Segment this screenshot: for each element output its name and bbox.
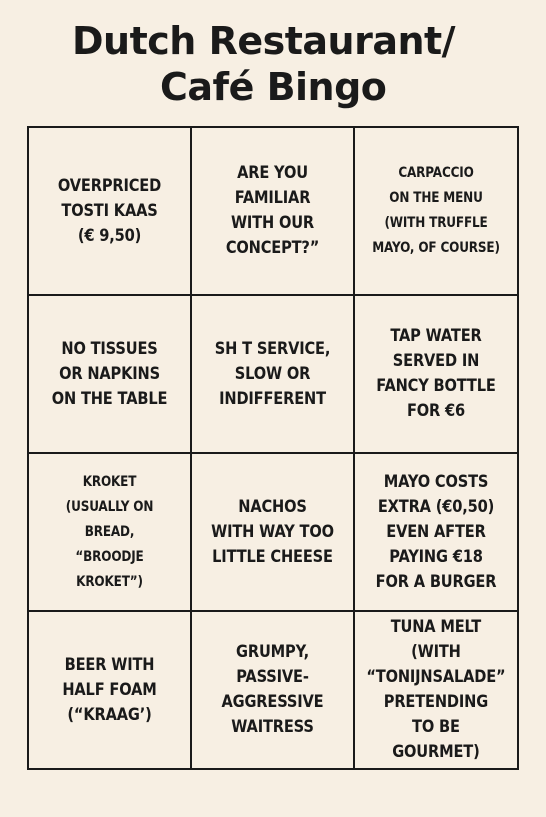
bingo-cell-text: KROKET (USUALLY ON BREAD, “BROODJE KROKET”) <box>65 473 154 590</box>
bingo-cell <box>355 454 517 612</box>
bingo-cell <box>192 454 355 612</box>
bingo-cell <box>29 296 192 454</box>
bingo-cell <box>29 128 192 296</box>
bingo-cell <box>192 612 355 768</box>
title-line-1: Dutch Restaurant/ <box>72 19 456 63</box>
bingo-cell-text: BEER WITH HALF FOAM (“KRAAG’) <box>62 654 157 725</box>
title-line-2: Café Bingo <box>160 65 387 109</box>
bingo-cell-text: TUNA MELT (WITH “TONIJNSALADE” PRETENDING TO BE GOURMET) <box>366 617 506 762</box>
bingo-cell-text: MAYO COSTS EXTRA (€0,50) EVEN AFTER PAYING €18 FOR A BURGER <box>375 471 497 592</box>
bingo-cell-text: NACHOS WITH WAY TOO LITTLE CHEESE <box>211 496 334 567</box>
bingo-cell <box>29 454 192 612</box>
bingo-cell-text: ARE YOU FAMILIAR WITH OUR CONCEPT?” <box>225 163 320 258</box>
bingo-cell <box>192 296 355 454</box>
bingo-cell-text: GRUMPY, PASSIVE- AGGRESSIVE WAITRESS <box>221 642 324 737</box>
bingo-cell-text: TAP WATER SERVED IN FANCY BOTTLE FOR €6 <box>376 326 496 421</box>
bingo-grid <box>27 126 519 770</box>
bingo-cell <box>192 128 355 296</box>
bingo-cell <box>29 612 192 768</box>
bingo-cell-text: CARPACCIO ON THE MENU (WITH TRUFFLE MAYO, OF COURSE) <box>372 165 500 256</box>
bingo-cell <box>355 128 517 296</box>
bingo-cell-text: NO TISSUES OR NAPKINS ON THE TABLE <box>51 338 168 409</box>
bingo-cell-text: OVERPRICED TOSTI KAAS (€ 9,50) <box>57 175 162 246</box>
bingo-cell <box>355 612 517 768</box>
bingo-cell <box>355 296 517 454</box>
bingo-cell-text: SH T SERVICE, SLOW OR INDIFFERENT <box>214 338 331 409</box>
page-title <box>0 18 546 110</box>
